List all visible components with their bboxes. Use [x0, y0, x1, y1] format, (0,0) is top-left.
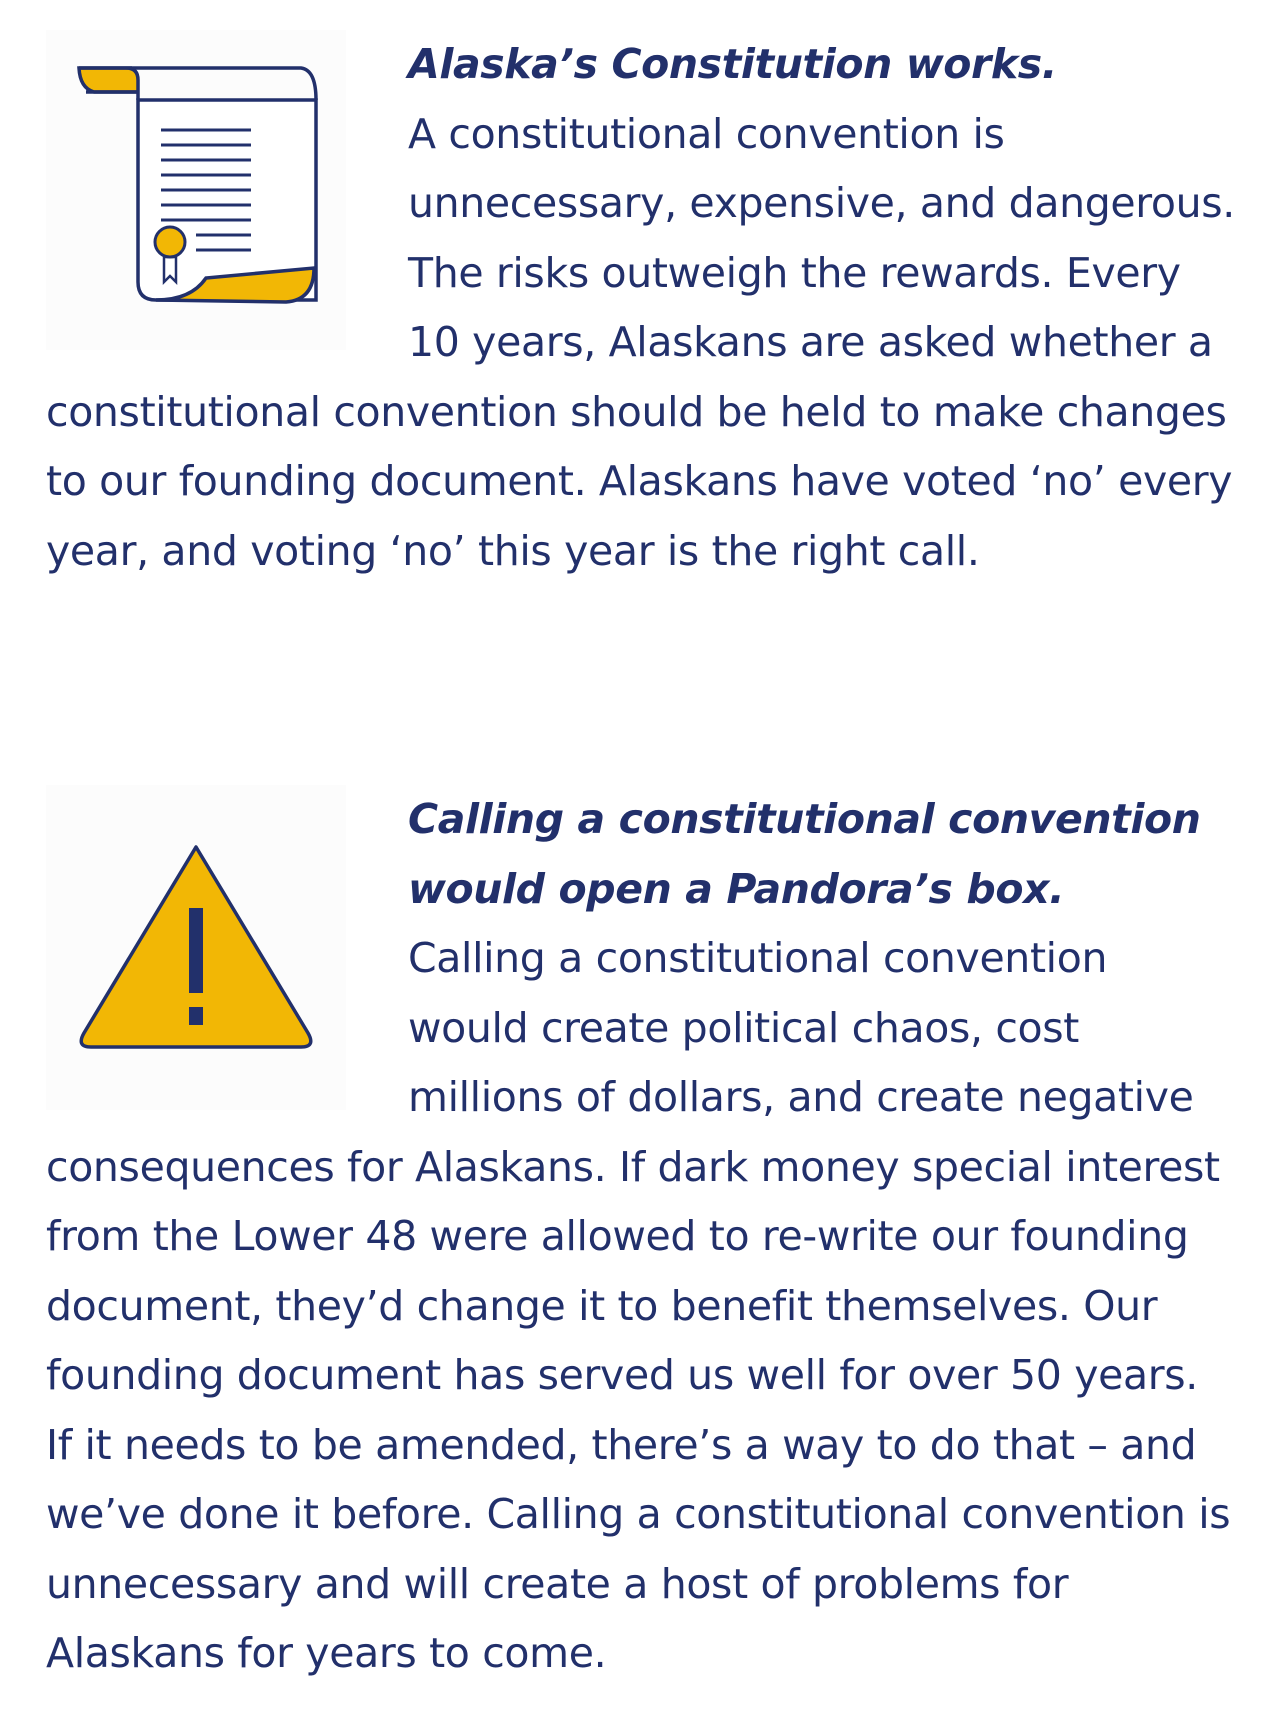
pandora-heading: Calling a constitutional convention would open a Pandora’s box. [408, 795, 1201, 913]
constitution-scroll-icon [46, 30, 346, 350]
pandora-section [46, 785, 1236, 1689]
scroll-icon-container [46, 30, 346, 350]
warning-triangle-icon [46, 785, 346, 1110]
pandora-body: Calling a constitutional convention would create political chaos, cost millions of dollars, and create negative consequences for Alaskans. If dark money special interest from the Lower 48 were allowed to re-write our founding document, they’d change it to benefit themselves. Our founding document has served us well for over 50 years. If it needs to be amended, there’s a way to do that – and we’ve done it before. Calling a constitutional convention is unnecessary and will create a host of problems for Alaskans for years to come. [46, 934, 1231, 1677]
warning-icon-container [46, 785, 346, 1110]
constitution-heading: Alaska’s Constitution works. [408, 40, 1057, 88]
constitution-body: A constitutional convention is unnecessary, expensive, and dangerous. The risks outweigh the rewards. Every 10 years, Alaskans are asked whether a constitutional convention should be held to make changes to our founding document. Alaskans have voted ‘no’ every year, and voting ‘no’ this year is the right call. [46, 109, 1235, 575]
constitution-section [46, 30, 1236, 586]
